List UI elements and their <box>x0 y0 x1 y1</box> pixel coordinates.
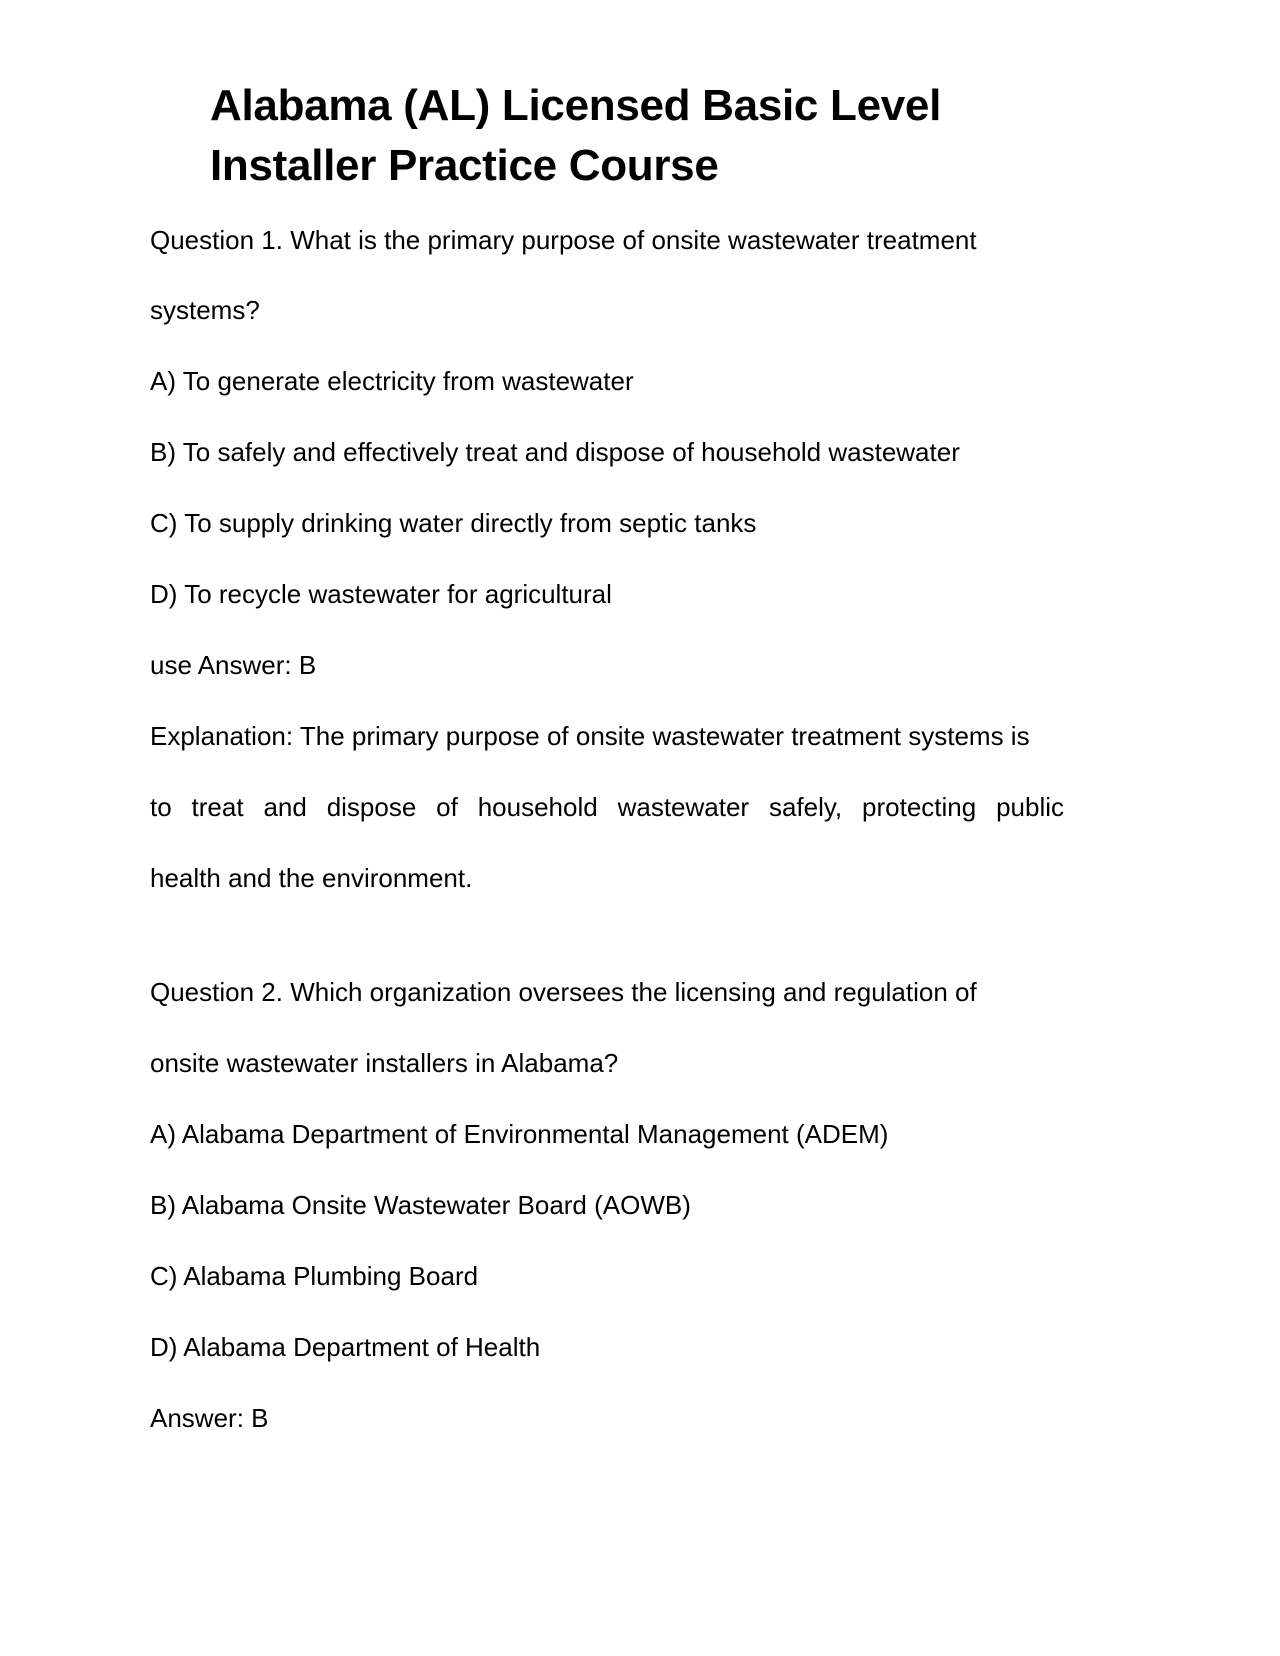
question-2-option-a: A) Alabama Department of Environmental Management (ADEM) <box>150 1119 889 1149</box>
document-title <box>210 76 1110 196</box>
question-1-option-a: A) To generate electricity from wastewater <box>150 366 634 396</box>
question-1-option-c: C) To supply drinking water directly from septic tanks <box>150 508 757 538</box>
title-line-1: Alabama (AL) Licensed Basic Level <box>210 81 942 130</box>
explanation-word: public <box>996 792 1064 822</box>
explanation-word: treat <box>191 792 244 822</box>
question-1-option-b: B) To safely and effectively treat and dispose of household wastewater <box>150 437 960 467</box>
explanation-word: dispose <box>326 792 417 822</box>
question-2-answer: Answer: B <box>150 1403 269 1433</box>
question-1-explanation-line-1: Explanation: The primary purpose of onsite wastewater treatment systems is <box>150 721 1030 751</box>
explanation-word: to <box>150 792 172 822</box>
question-2-text-line-1: Question 2. Which organization oversees the licensing and regulation of <box>150 977 977 1007</box>
question-2-option-c: C) Alabama Plumbing Board <box>150 1261 479 1291</box>
question-1-explanation-line-3: health and the environment. <box>150 863 473 893</box>
explanation-word: and <box>263 792 307 822</box>
question-2-text-line-2: onsite wastewater installers in Alabama? <box>150 1048 619 1078</box>
question-1-explanation-line-2 <box>150 790 1064 824</box>
question-1-text-line-1: Question 1. What is the primary purpose of onsite wastewater treatment <box>150 225 977 255</box>
explanation-word: of <box>436 792 458 822</box>
explanation-word: wastewater <box>617 792 750 822</box>
question-1-option-d: D) To recycle wastewater for agricultural <box>150 579 612 609</box>
question-1-text-line-2: systems? <box>150 295 260 325</box>
question-2-option-b: B) Alabama Onsite Wastewater Board (AOWB) <box>150 1190 691 1220</box>
question-1-answer: use Answer: B <box>150 650 317 680</box>
explanation-word: protecting <box>862 792 977 822</box>
explanation-word: safely, <box>768 792 843 822</box>
explanation-word: household <box>477 792 598 822</box>
title-line-2: Installer Practice Course <box>210 141 719 190</box>
question-2-option-d: D) Alabama Department of Health <box>150 1332 541 1362</box>
